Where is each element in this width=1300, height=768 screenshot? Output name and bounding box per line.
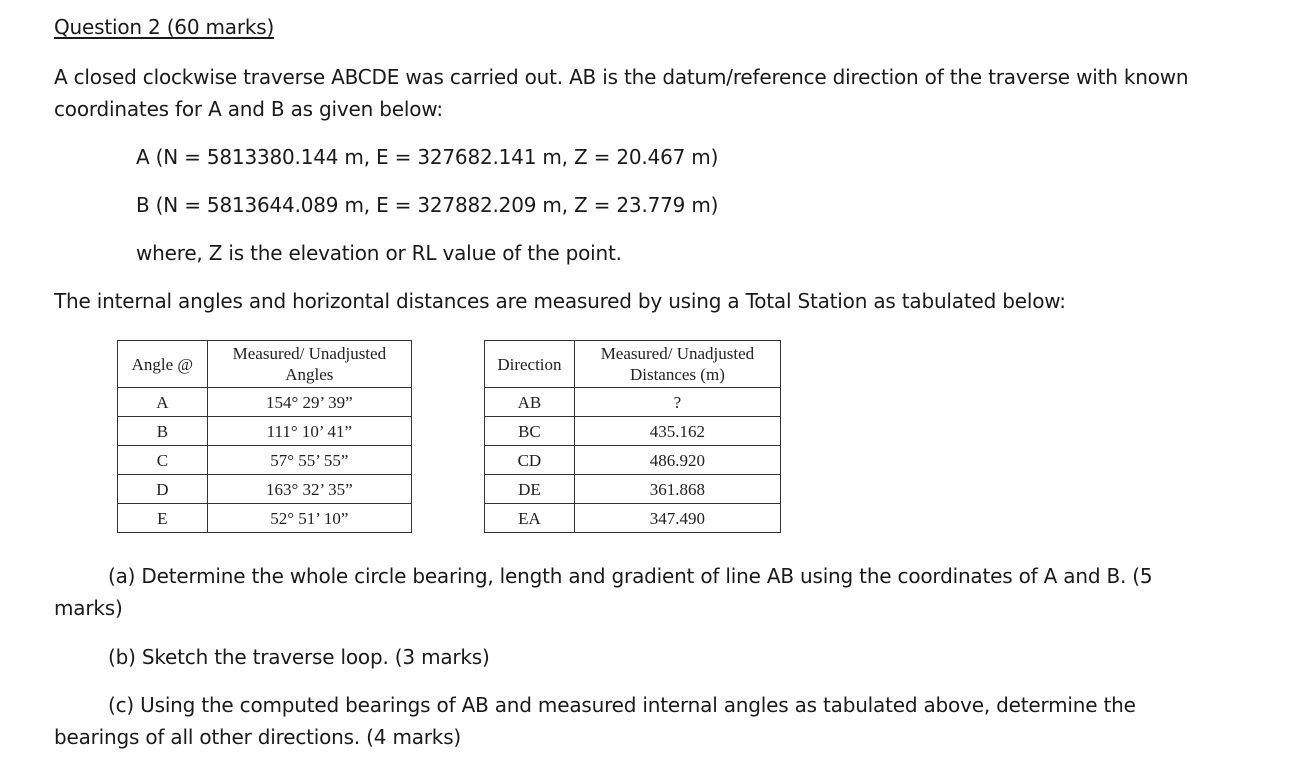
distance-direction: DE bbox=[485, 475, 575, 504]
angles-table-header bbox=[118, 341, 412, 388]
angles-header-measured: Measured/ Unadjusted Angles bbox=[207, 341, 411, 388]
table-row bbox=[118, 446, 412, 475]
intro-line-1: A closed clockwise traverse ABCDE was carried out. AB is the datum/reference direction of the traverse with known bbox=[54, 65, 1189, 89]
distances-header-measured: Measured/ Unadjusted Distances (m) bbox=[574, 341, 780, 388]
distance-value: 486.920 bbox=[574, 446, 780, 475]
table-row bbox=[118, 475, 412, 504]
point-a-coordinates: A (N = 5813380.144 m, E = 327682.141 m, Z = 20.467 m) bbox=[136, 145, 719, 169]
part-c-line-2: bearings of all other directions. (4 marks) bbox=[54, 725, 462, 749]
angles-table bbox=[117, 340, 412, 533]
distance-direction: EA bbox=[485, 504, 575, 533]
distance-direction: AB bbox=[485, 388, 575, 417]
distance-value: ? bbox=[574, 388, 780, 417]
table-intro: The internal angles and horizontal distances are measured by using a Total Station as tabulated below: bbox=[54, 289, 1066, 313]
angle-value: 52° 51’ 10” bbox=[207, 504, 411, 533]
angle-value: 111° 10’ 41” bbox=[207, 417, 411, 446]
table-row bbox=[118, 504, 412, 533]
table-row bbox=[118, 417, 412, 446]
distance-direction: CD bbox=[485, 446, 575, 475]
angle-value: 163° 32’ 35” bbox=[207, 475, 411, 504]
part-a-line-2: marks) bbox=[54, 596, 123, 620]
table-row bbox=[485, 475, 781, 504]
part-a-line-1: (a) Determine the whole circle bearing, length and gradient of line AB using the coordinates of A and B. (5 bbox=[108, 564, 1153, 588]
distance-value: 435.162 bbox=[574, 417, 780, 446]
distance-value: 361.868 bbox=[574, 475, 780, 504]
angle-station: A bbox=[118, 388, 208, 417]
distance-direction: BC bbox=[485, 417, 575, 446]
angle-station: B bbox=[118, 417, 208, 446]
distances-table bbox=[484, 340, 781, 533]
distances-table-header bbox=[485, 341, 781, 388]
table-row bbox=[485, 504, 781, 533]
angle-station: E bbox=[118, 504, 208, 533]
part-c-line-1: (c) Using the computed bearings of AB and measured internal angles as tabulated above, determine the bbox=[108, 693, 1136, 717]
table-row bbox=[485, 388, 781, 417]
table-row bbox=[485, 417, 781, 446]
elevation-note: where, Z is the elevation or RL value of the point. bbox=[136, 241, 622, 265]
distance-value: 347.490 bbox=[574, 504, 780, 533]
distances-header-direction: Direction bbox=[485, 341, 575, 388]
intro-line-2: coordinates for A and B as given below: bbox=[54, 97, 443, 121]
question-heading: Question 2 (60 marks) bbox=[54, 15, 275, 39]
angle-value: 154° 29’ 39” bbox=[207, 388, 411, 417]
table-row bbox=[485, 446, 781, 475]
angle-station: D bbox=[118, 475, 208, 504]
angle-value: 57° 55’ 55” bbox=[207, 446, 411, 475]
table-row bbox=[118, 388, 412, 417]
angles-header-angle: Angle @ bbox=[118, 341, 208, 388]
part-b: (b) Sketch the traverse loop. (3 marks) bbox=[108, 645, 490, 669]
angle-station: C bbox=[118, 446, 208, 475]
point-b-coordinates: B (N = 5813644.089 m, E = 327882.209 m, Z = 23.779 m) bbox=[136, 193, 719, 217]
